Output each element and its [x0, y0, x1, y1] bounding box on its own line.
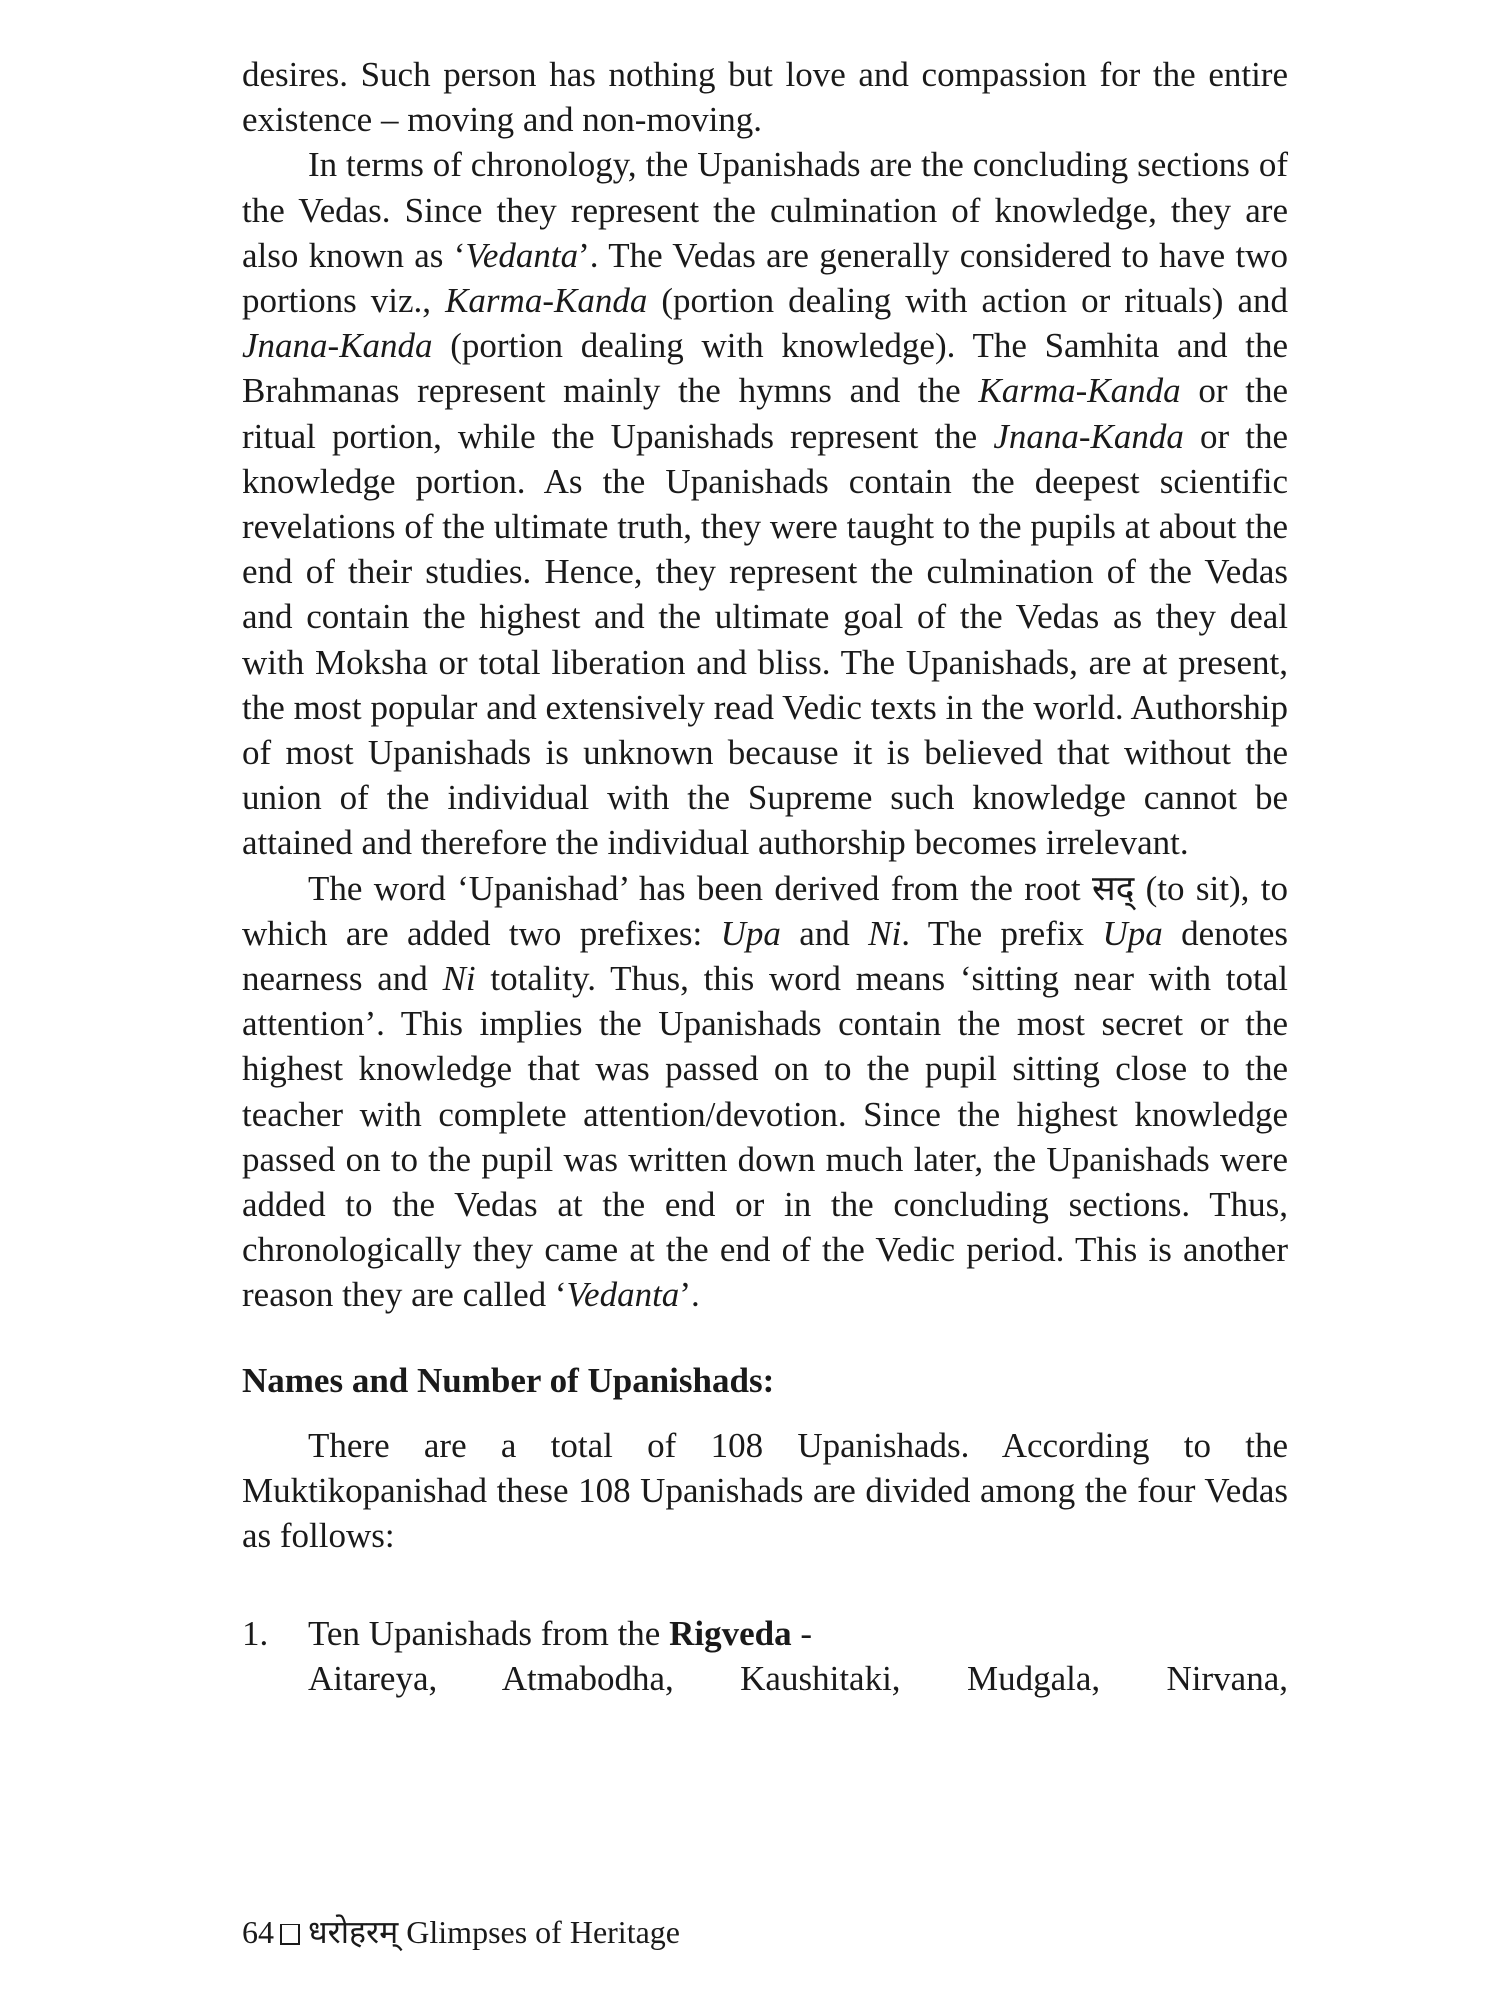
paragraph-chronology [242, 142, 1288, 865]
text-run: or the ritual portion, while the Upanishads represent the [242, 371, 1289, 456]
upanishad-list [242, 1611, 1288, 1701]
text-run: and [780, 913, 869, 953]
italic-term: Ni [442, 959, 476, 999]
italic-term: Karma-Kanda [978, 371, 1181, 411]
book-title-hindi: धरोहरम् [308, 1914, 399, 1950]
text-run: ’. The Vedas are generally considered to have two portions viz., [242, 235, 1288, 321]
list-item-names: Aitareya, Atmabodha, Kaushitaki, Mudgala, Nirvana, [308, 1658, 1288, 1698]
text-run: denotes nearness and [242, 913, 1288, 999]
italic-term: Ni [868, 913, 902, 953]
text-run: In terms of chronology, the Upanishads are the concluding sections of the Vedas. Since they represent the culmination of knowledge, they are also known as ‘ [242, 145, 1288, 275]
text-run: . The prefix [901, 913, 1103, 953]
list-item-title [308, 1611, 1288, 1656]
italic-term: Vedanta [465, 235, 579, 275]
text-run: (portion dealing with knowledge). The Samhita and the Brahmanas represent mainly the hymns and the [242, 326, 1288, 411]
page-number: 64 [242, 1914, 274, 1950]
text-run: The word ‘Upanishad’ has been derived from the root सद् (to sit), to which are added two prefixes: [242, 868, 1288, 953]
page-footer [242, 1912, 680, 1952]
page-body [242, 52, 1288, 1701]
italic-term: Upa [720, 913, 781, 953]
text-run: Ten Upanishads from the [308, 1613, 670, 1653]
book-title: Glimpses of Heritage [406, 1914, 680, 1950]
italic-term: Jnana-Kanda [242, 326, 433, 366]
section-heading: Names and Number of Upanishads: [242, 1360, 775, 1400]
list-number: 1. [242, 1613, 269, 1653]
list-item [242, 1611, 1288, 1656]
italic-term: Upa [1102, 913, 1163, 953]
italic-term: Jnana-Kanda [993, 416, 1184, 456]
section-intro: There are a total of 108 Upanishads. According to the Muktikopanishad these 108 Upanishads are divided among the four Vedas as follows: [242, 1425, 1288, 1556]
paragraph-etymology [242, 866, 1288, 1318]
italic-term: Vedanta [566, 1275, 680, 1315]
paragraph-continuation: desires. Such person has nothing but love and compassion for the entire existence – moving and non-moving. [242, 55, 1288, 140]
text-run: - [791, 1613, 812, 1653]
text-run: or the knowledge portion. As the Upanishads contain the deepest scientific revelations of the ultimate truth, they were taught to the pupils at about the end of their studies. Hence, they represent the culmination of the Vedas and contain the highest and the ultimate goal of the Vedas as they deal with Moksha or total liberation and bliss. The Upanishads, are at present, the most popular and extensively read Vedic texts in the world. Authorship of most Upanishads is unknown because it is believed that without the union of the individual with the Supreme such knowledge cannot be attained and therefore the individual authorship becomes irrelevant. [242, 416, 1289, 863]
text-run: (portion dealing with action or rituals) and [647, 281, 1288, 321]
box-ornament-icon [280, 1924, 300, 1945]
text-run: totality. Thus, this word means ‘sitting near with total attention’. This implies the Upanishads contain the most secret or the highest knowledge that was passed on to the pupil sitting close to the teacher with complete attention/devotion. Since the highest knowledge passed on to the pupil was written down much later, the Upanishads were added to the Vedas at the end or in the concluding sections. Thus, chronologically they came at the end of the Vedic period. This is another reason they are called ‘ [242, 959, 1288, 1315]
veda-name: Rigveda [669, 1613, 792, 1653]
italic-term: Karma-Kanda [445, 281, 648, 321]
text-run: ’. [679, 1275, 700, 1315]
